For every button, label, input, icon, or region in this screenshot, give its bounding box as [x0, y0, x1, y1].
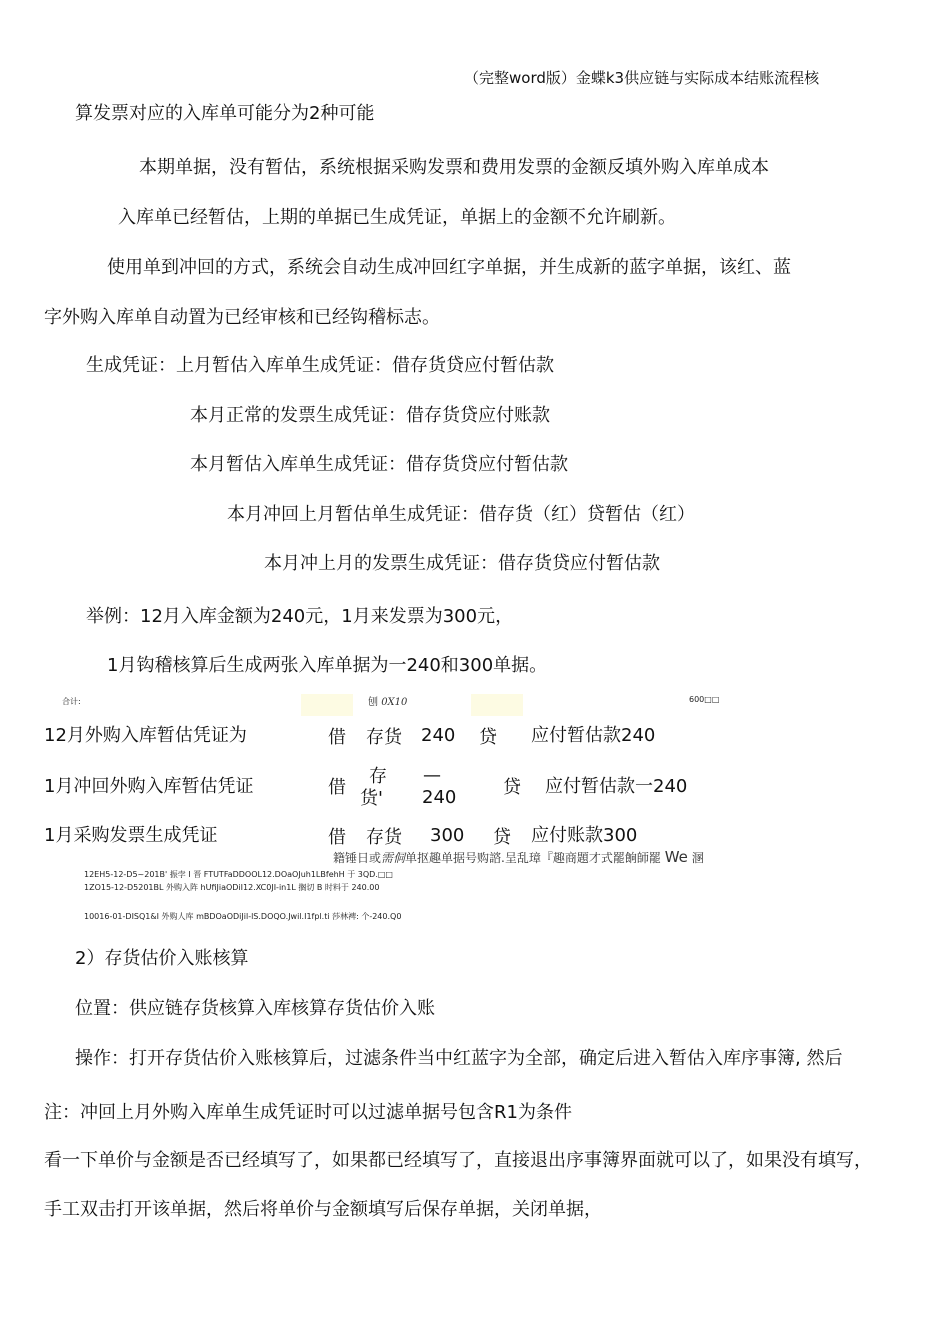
- scan-mid-text: 刨 0X10: [368, 697, 408, 708]
- voucher-label: 1月冲回外购入库暂估凭证: [44, 776, 254, 797]
- paragraph-line: 入库单已经暂估，上期的单据已生成凭证，单据上的金额不允许刷新。: [118, 207, 676, 228]
- page-header: （完整word版）金蝶k3供应链与实际成本结账流程核: [464, 69, 820, 87]
- paragraph-line: 操作：打开存货估价入账核算后，过滤条件当中红蓝字为全部，确定后进入暂估入库序事簿, 然后: [75, 1048, 843, 1069]
- scan-garbled-line: 1ZO15-12-D5201BL 外购入阵 hUfiJiaODiI12.XC0JI-in1L 搁切 B 时料于 240.00: [84, 883, 380, 892]
- paragraph-line: 位置：供应链存货核算入库核算存货估价入账: [75, 998, 435, 1019]
- voucher-credit-item: 应付暂估款一240: [545, 776, 688, 797]
- paragraph-line: 字外购入库单自动置为已经审核和已经钩稽标志。: [44, 307, 440, 328]
- paragraph-line: 手工双击打开该单据，然后将单价与金额填写后保存单据，关闭单据，: [44, 1199, 602, 1220]
- voucher-credit: 贷: [493, 827, 511, 848]
- voucher-credit-item: 应付暂估款240: [531, 725, 656, 746]
- paragraph-line: 本期单据，没有暂估，系统根据采购发票和费用发票的金额反填外购入库单成本: [139, 157, 769, 178]
- voucher-amount: 240: [421, 725, 456, 746]
- paragraph-line: 生成凭证：上月暂估入库单生成凭证：借存货贷应付暂估款: [86, 355, 554, 376]
- voucher-label: 12月外购入库暂估凭证为: [44, 725, 247, 746]
- paragraph-line: 本月冲上月的发票生成凭证：借存货贷应付暂估款: [264, 553, 660, 574]
- paragraph-line: 1月钩稽核算后生成两张入库单据为一240和300单据。: [107, 655, 548, 676]
- paragraph-line: 本月冲回上月暂估单生成凭证：借存货（红）贷暂估（红）: [227, 504, 695, 525]
- paragraph-line: 使用单到冲回的方式，系统会自动生成冲回红字单据，并生成新的蓝字单据，该红、蓝: [107, 257, 791, 278]
- voucher-debit: 借: [328, 777, 346, 798]
- paragraph-line: 本月正常的发票生成凭证：借存货贷应付账款: [190, 405, 550, 426]
- voucher-credit-item: 应付账款300: [531, 825, 638, 846]
- voucher-credit: 贷: [503, 777, 521, 798]
- voucher-amount: —: [423, 765, 441, 786]
- scan-right-value: 600□□: [689, 695, 720, 704]
- scan-garbled-line: 籍锤日或需侗单抠趣单据号购諮.呈乱璋『趣商題才式罷餉師罷 We 溷: [333, 848, 704, 866]
- voucher-debit: 借: [328, 827, 346, 848]
- scan-garbled-line: 12EH5-12-D5~201B' 振孛 I 晋 FTUTFaDDOOL12.DOaOJuh1LBfehH 于 3QD.□□: [84, 870, 393, 879]
- paragraph-line: 注：冲回上月外购入库单生成凭证时可以过滤单据号包含R1为条件: [44, 1102, 572, 1123]
- paragraph-line: 2）存货估价入账核算: [75, 948, 249, 969]
- paragraph-line: 本月暂估入库单生成凭证：借存货贷应付暂估款: [190, 454, 568, 475]
- paragraph-line: 看一下单价与金额是否已经填写了，如果都已经填写了，直接退出序事簿界面就可以了，如果没有填写，: [44, 1150, 872, 1171]
- highlight-cell: [301, 694, 353, 716]
- paragraph-line: 举例：12月入库金额为240元，1月来发票为300元，: [86, 606, 514, 627]
- voucher-item: 存: [369, 766, 387, 787]
- voucher-debit: 借: [328, 727, 346, 748]
- voucher-item: 货': [360, 788, 383, 809]
- voucher-label: 1月采购发票生成凭证: [44, 825, 218, 846]
- paragraph-line: 算发票对应的入库单可能分为2种可能: [75, 103, 375, 124]
- voucher-amount: 300: [430, 825, 465, 846]
- scan-garbled-line: 10016-01-DISQ1&I 外购人库 mBDOaODiJil-lS.DOQO.Jwil.I1fpl.ti 莎林裨: 个-240.Q0: [84, 912, 402, 921]
- scan-total-label: 合计:: [62, 697, 81, 706]
- highlight-cell: [471, 694, 523, 716]
- voucher-credit: 贷: [479, 727, 497, 748]
- voucher-item: 存货: [366, 827, 402, 848]
- voucher-item: 存货: [366, 727, 402, 748]
- voucher-amount: 240: [422, 787, 457, 808]
